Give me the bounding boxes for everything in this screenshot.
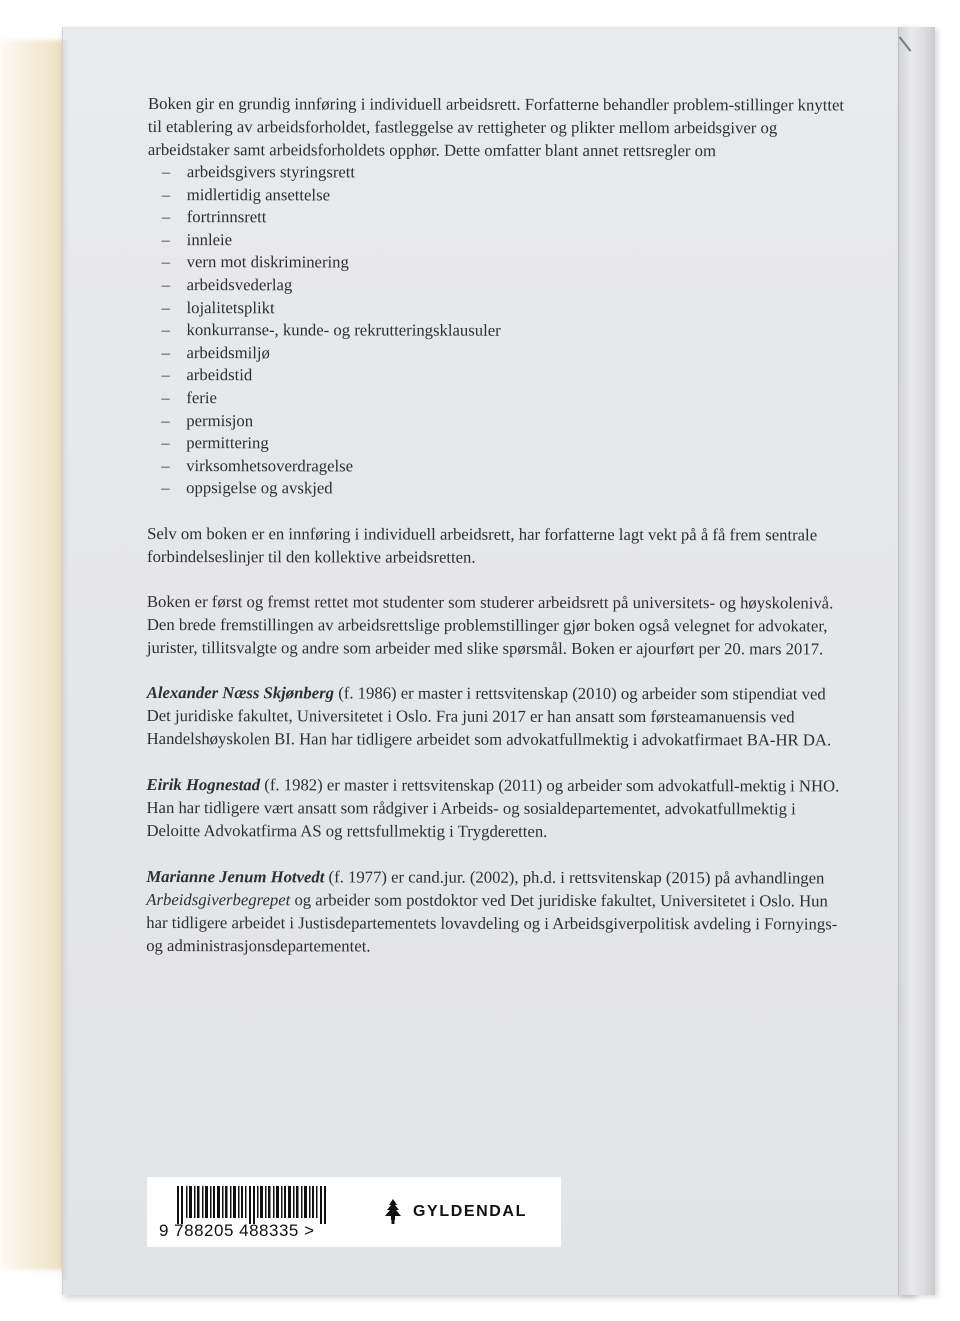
author-bio: Alexander Næss Skjønberg (f. 1986) er master i rettsvitenskap (2010) og arbeider som stipendiat ved Det juridiske fakultet, Universitetet i Oslo. Fra juni 2017 er han ansatt som førsteamanuensis ved Handelshøyskolen BI. Han har tidligere arbeidet som advokatfullmektig i advokatfirmaet BA-HR DA.: [146, 682, 832, 750]
author-name: Marianne Jenum Hotvedt: [146, 866, 325, 887]
list-item: – arbeidsmiljø: [161, 342, 270, 363]
publisher-logo: [383, 1199, 527, 1225]
isbn-digits: 9 788205 488335 >: [159, 1221, 315, 1240]
audience-paragraph: Boken er først og fremst rettet mot studenter som studerer arbeidsrett på universitets- og høyskolenivå. Den brede fremstillingen av arbeidsrettslige problemstillinger gjør boken også velegnet for advokater, jurister, tillitsvalgte og andre som arbeider med slike spørsmål. Boken er ajourført per 20. mars 2017.: [146, 591, 834, 659]
list-item: – midlertidig ansettelse: [161, 184, 331, 204]
list-item: – vern mot diskriminering: [161, 252, 349, 272]
author-name: Eirik Hognestad: [146, 774, 261, 795]
author-bio: Marianne Jenum Hotvedt (f. 1977) er cand.jur. (2002), ph.d. i rettsvitenskap (2015) på avhandlingen Arbeidsgiverbegrepet og arbeider som postdoktor ved Det juridiske fakultet, Universitetet i Oslo. Hun har tidligere arbeidet i Justisdepartementets lovavdeling og i Arbeidsgiverpolitisk avdeling i Fornyings- og administrasjonsdepartementet.: [146, 866, 838, 956]
collective-law-paragraph: Selv om boken er en innføring i individuell arbeidsrett, har forfatterne lagt vekt på å få frem sentrale forbindelseslinjer til den kollektive arbeidsretten.: [147, 523, 818, 567]
list-item: – ferie: [161, 387, 217, 408]
list-item: – arbeidsvederlag: [161, 274, 293, 295]
back-cover-text: [146, 92, 848, 981]
publisher-name: GYLDENDAL: [413, 1203, 527, 1220]
author-name: Alexander Næss Skjønberg: [146, 682, 335, 703]
book-spine: [898, 27, 935, 1295]
dissertation-title: Arbeidsgiverbegrepet: [146, 889, 291, 910]
isbn-barcode: [177, 1186, 337, 1224]
list-item: – oppsigelse og avskjed: [161, 478, 333, 498]
topic-list: [161, 161, 848, 501]
barcode-label: [147, 1177, 561, 1247]
list-item: – konkurranse-, kunde- og rekrutteringsklausuler: [161, 320, 501, 340]
author-bio: Eirik Hognestad (f. 1982) er master i rettsvitenskap (2011) og arbeider som advokatfull-mektig i NHO. Han har tidligere vært ansatt som rådgiver i Arbeids- og sosialdepartementet, advokatfullmektig i Deloitte Advokatfirma AS og rettsfullmektig i Trygderetten.: [146, 774, 840, 841]
list-item: – lojalitetsplikt: [161, 297, 275, 317]
list-item: – permittering: [161, 433, 269, 453]
intro-paragraph: Boken gir en grundig innføring i individuell arbeidsrett. Forfatterne behandler problem-stillinger knyttet til etablering av arbeidsforholdet, fastleggelse av rettigheter og plikter mellom arbeidsgiver og arbeidstaker samt arbeidsforholdets opphør. Dette omfatter blant annet rettsregler om: [147, 93, 845, 161]
cover-edge-shade: [63, 40, 69, 1280]
list-item: – permisjon: [161, 410, 254, 430]
list-item: – fortrinnsrett: [161, 207, 267, 227]
tree-icon: [383, 1199, 403, 1225]
list-item: – arbeidstid: [161, 365, 253, 385]
list-item: – arbeidsgivers styringsrett: [161, 162, 356, 182]
list-item: – innleie: [161, 229, 233, 249]
list-item: – virksomhetsoverdragelse: [161, 455, 354, 476]
